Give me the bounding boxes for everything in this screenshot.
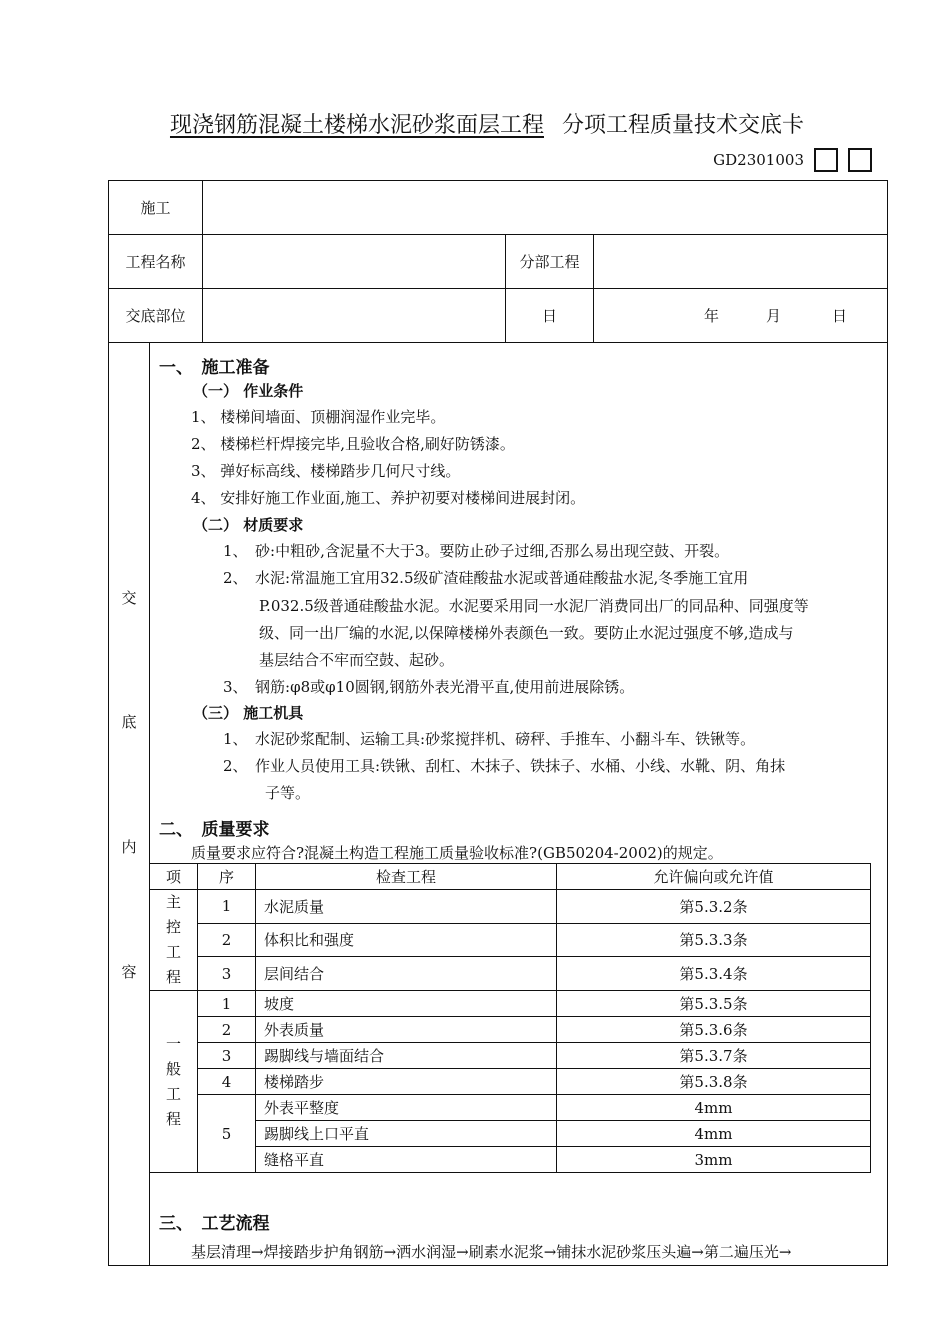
side-char: 容	[121, 963, 137, 981]
construction-label: 施工	[140, 199, 171, 217]
table-row	[150, 1017, 871, 1043]
disclosure-content	[149, 343, 887, 1265]
subsection-heading: （一） 作业条件	[193, 382, 304, 400]
subsection-heading: （三） 施工机具	[193, 704, 304, 722]
table-row	[150, 1069, 871, 1095]
header-cell: 项	[150, 864, 198, 890]
side-char: 底	[121, 713, 137, 731]
location-field[interactable]	[203, 289, 505, 342]
checkbox-2[interactable]	[848, 148, 872, 172]
title-project: 现浇钢筋混凝土楼梯水泥砂浆面层工程	[169, 113, 544, 138]
table-row	[150, 923, 871, 957]
row-value: 4mm	[557, 1095, 871, 1121]
form-frame	[108, 180, 888, 1266]
row-value: 第5.3.5条	[557, 991, 871, 1017]
row-item: 坡度	[256, 991, 557, 1017]
table-row	[150, 957, 871, 991]
list-item: 2、 水泥:常温施工宜用32.5级矿渣硅酸盐水泥或普通硅酸盐水泥,冬季施工宜用	[223, 569, 749, 587]
section-heading: 三、 工艺流程	[159, 1214, 270, 1234]
main-group-label: 主 控 工 程	[150, 890, 198, 991]
row-item: 外表平整度	[256, 1095, 557, 1121]
row-construction	[109, 181, 887, 235]
row-item: 踢脚线与墙面结合	[256, 1043, 557, 1069]
row-value: 第5.3.4条	[557, 957, 871, 991]
row-no: 2	[198, 923, 256, 957]
row-project	[109, 235, 887, 289]
table-row	[150, 1043, 871, 1069]
row-no: 4	[198, 1069, 256, 1095]
list-item: 2、 作业人员使用工具:铁锹、刮杠、木抹子、铁抹子、水桶、小线、水靴、阴、角抹	[223, 757, 786, 775]
row-value: 第5.3.8条	[557, 1069, 871, 1095]
row-no: 5	[198, 1095, 256, 1173]
row-no: 2	[198, 1017, 256, 1043]
header-cell: 允许偏向或允许值	[557, 864, 871, 890]
division-label: 分部工程	[519, 253, 580, 271]
row-no: 3	[198, 1043, 256, 1069]
general-group-label: 一 般 工 程	[150, 991, 198, 1173]
month-label: 月	[766, 307, 782, 325]
header-cell: 序	[198, 864, 256, 890]
table-row	[150, 1147, 871, 1173]
row-location	[109, 289, 887, 343]
day-label: 日	[832, 307, 848, 325]
quality-table	[149, 863, 871, 1173]
header-cell: 检查工程	[256, 864, 557, 890]
row-value: 第5.3.6条	[557, 1017, 871, 1043]
code-number: GD2301003	[713, 151, 804, 169]
list-item-cont: 级、同一出厂编的水泥,以保障楼梯外表颜色一致。要防止水泥过强度不够,造成与	[259, 624, 794, 642]
table-row	[150, 991, 871, 1017]
row-item: 层间结合	[256, 957, 557, 991]
checkbox-1[interactable]	[814, 148, 838, 172]
row-item: 踢脚线上口平直	[256, 1121, 557, 1147]
row-item: 体积比和强度	[256, 923, 557, 957]
year-label: 年	[704, 307, 720, 325]
side-char: 内	[121, 838, 137, 856]
table-row	[150, 1121, 871, 1147]
project-name-field[interactable]	[203, 235, 505, 288]
construction-field[interactable]	[203, 181, 887, 234]
table-row	[150, 1095, 871, 1121]
list-item-cont: 基层结合不牢而空鼓、起砂。	[259, 651, 455, 669]
list-item: 1、 水泥砂浆配制、运输工具:砂浆搅拌机、磅秤、手推车、小翻斗车、铁锹等。	[223, 730, 756, 748]
side-label-column	[109, 343, 150, 1265]
list-item-cont: 子等。	[265, 784, 311, 802]
document-title	[0, 108, 950, 139]
row-value: 第5.3.7条	[557, 1043, 871, 1069]
table-row	[150, 890, 871, 924]
list-item: 3、 弹好标高线、楼梯踏步几何尺寸线。	[191, 462, 461, 480]
row-value: 第5.3.2条	[557, 890, 871, 924]
row-item: 水泥质量	[256, 890, 557, 924]
section-heading: 二、 质量要求	[159, 820, 270, 840]
side-char: 交	[121, 589, 137, 607]
row-value: 第5.3.3条	[557, 923, 871, 957]
row-no: 3	[198, 957, 256, 991]
list-item: 1、 楼梯间墙面、顶棚润湿作业完毕。	[191, 408, 446, 426]
list-item: 2、 楼梯栏杆焊接完毕,且验收合格,刷好防锈漆。	[191, 435, 515, 453]
row-item: 楼梯踏步	[256, 1069, 557, 1095]
row-item: 外表质量	[256, 1017, 557, 1043]
division-field[interactable]	[594, 235, 887, 288]
list-item: 4、 安排好施工作业面,施工、养护初要对楼梯间进展封闭。	[191, 489, 586, 507]
row-no: 1	[198, 890, 256, 924]
section-heading: 一、 施工准备	[159, 358, 270, 378]
list-item: 1、 砂:中粗砂,含泥量不大于3。要防止砂子过细,否那么易出现空鼓、开裂。	[223, 542, 730, 560]
row-no: 1	[198, 991, 256, 1017]
row-item: 缝格平直	[256, 1147, 557, 1173]
process-flow: 基层清理→焊接踏步护角钢筋→洒水润湿→刷素水泥浆→铺抹水泥砂浆压头遍→第二遍压光→	[191, 1243, 792, 1261]
date-field[interactable]	[594, 289, 887, 342]
list-item-cont: P.032.5级普通硅酸盐水泥。水泥要采用同一水泥厂消费同出厂的同品种、同强度等	[259, 597, 809, 615]
project-name-label: 工程名称	[125, 253, 186, 271]
location-label: 交底部位	[125, 307, 186, 325]
quality-intro: 质量要求应符合?混凝土构造工程施工质量验收标准?(GB50204-2002)的规定。	[191, 844, 723, 862]
subsection-heading: （二） 材质要求	[193, 516, 304, 534]
row-value: 4mm	[557, 1121, 871, 1147]
title-suffix: 分项工程质量技术交底卡	[562, 113, 805, 138]
date-label: 日	[541, 307, 557, 325]
document-code	[713, 148, 872, 172]
list-item: 3、 钢筋:φ8或φ10圆钢,钢筋外表光滑平直,使用前进展除锈。	[223, 678, 635, 696]
row-value: 3mm	[557, 1147, 871, 1173]
table-header-row	[150, 864, 871, 890]
